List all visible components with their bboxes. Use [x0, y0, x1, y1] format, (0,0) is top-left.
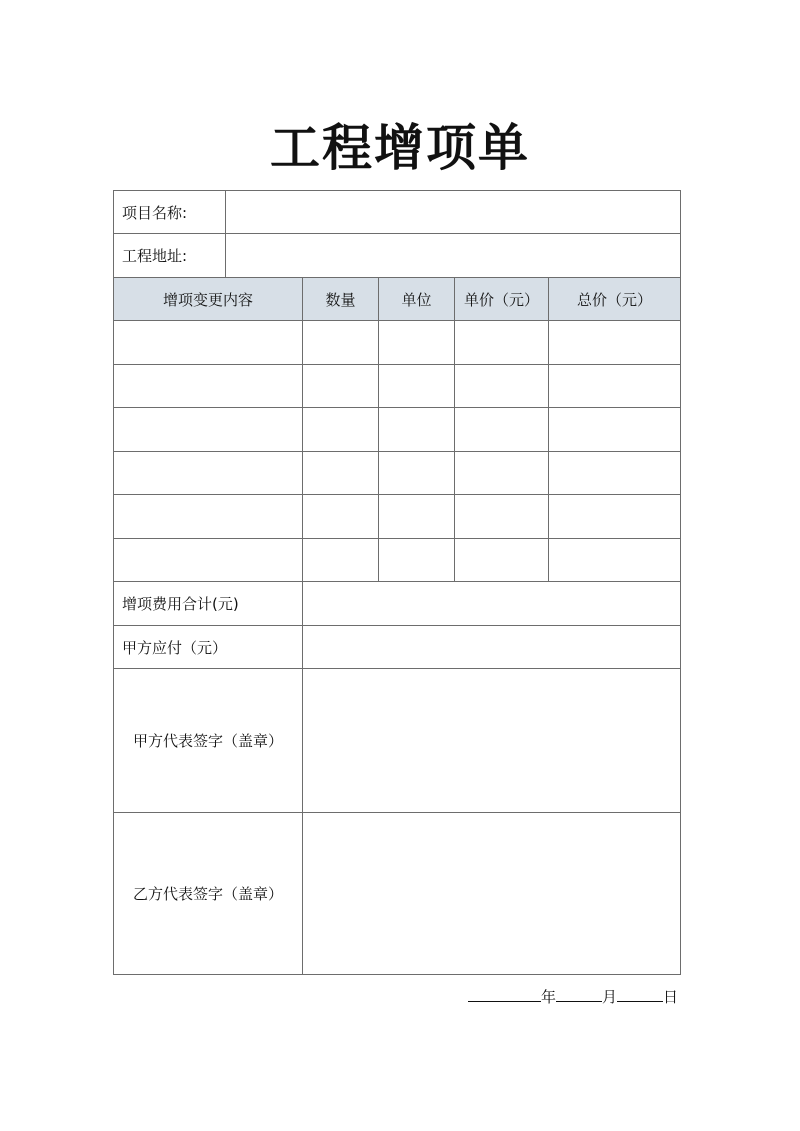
quantity-cell[interactable]: [303, 495, 379, 539]
unit-price-cell[interactable]: [455, 452, 549, 495]
table-row: [114, 365, 681, 408]
column-header-quantity: 数量: [303, 278, 379, 321]
party-a-signature-row: [114, 669, 681, 813]
project-address-row: [114, 234, 681, 278]
party-a-payable-label: 甲方应付（元）: [114, 626, 303, 669]
quantity-cell[interactable]: [303, 408, 379, 452]
total-cost-field[interactable]: [303, 582, 681, 626]
content-cell[interactable]: [114, 539, 303, 582]
unit-cell[interactable]: [379, 321, 455, 365]
unit-cell[interactable]: [379, 539, 455, 582]
total-cost-label: 增项费用合计(元): [114, 582, 303, 626]
content-cell[interactable]: [114, 321, 303, 365]
unit-cell[interactable]: [379, 495, 455, 539]
year-label: 年: [540, 988, 556, 1006]
content-cell[interactable]: [114, 452, 303, 495]
party-b-signature-row: [114, 813, 681, 975]
date-line: [468, 986, 678, 1007]
change-order-table: [113, 190, 681, 975]
unit-cell[interactable]: [379, 408, 455, 452]
content-cell[interactable]: [114, 365, 303, 408]
column-header-unit-price: 单价（元）: [455, 278, 549, 321]
content-cell[interactable]: [114, 495, 303, 539]
unit-price-cell[interactable]: [455, 495, 549, 539]
column-header-total-price: 总价（元）: [549, 278, 681, 321]
quantity-cell[interactable]: [303, 365, 379, 408]
quantity-cell[interactable]: [303, 452, 379, 495]
project-name-field[interactable]: [226, 191, 681, 234]
payable-row: [114, 626, 681, 669]
day-blank[interactable]: [617, 987, 663, 1002]
table-row: [114, 408, 681, 452]
total-row: [114, 582, 681, 626]
total-price-cell[interactable]: [549, 365, 681, 408]
party-a-signature-label: 甲方代表签字（盖章）: [114, 669, 303, 813]
party-a-signature-field[interactable]: [303, 669, 681, 813]
total-price-cell[interactable]: [549, 495, 681, 539]
party-b-signature-field[interactable]: [303, 813, 681, 975]
column-header-unit: 单位: [379, 278, 455, 321]
unit-price-cell[interactable]: [455, 539, 549, 582]
project-address-field[interactable]: [226, 234, 681, 278]
total-price-cell[interactable]: [549, 452, 681, 495]
day-label: 日: [662, 988, 678, 1006]
total-price-cell[interactable]: [549, 408, 681, 452]
project-address-label: 工程地址:: [114, 234, 226, 278]
month-blank[interactable]: [556, 987, 602, 1002]
table-row: [114, 495, 681, 539]
unit-price-cell[interactable]: [455, 321, 549, 365]
table-row: [114, 321, 681, 365]
party-a-payable-field[interactable]: [303, 626, 681, 669]
total-price-cell[interactable]: [549, 539, 681, 582]
unit-cell[interactable]: [379, 365, 455, 408]
unit-price-cell[interactable]: [455, 408, 549, 452]
column-header-content: 增项变更内容: [114, 278, 303, 321]
party-b-signature-label: 乙方代表签字（盖章）: [114, 813, 303, 975]
table-row: [114, 539, 681, 582]
unit-cell[interactable]: [379, 452, 455, 495]
quantity-cell[interactable]: [303, 539, 379, 582]
page-title: 工程增项单: [270, 119, 530, 177]
content-cell[interactable]: [114, 408, 303, 452]
month-label: 月: [601, 988, 617, 1006]
year-blank[interactable]: [468, 987, 541, 1002]
table-header-row: [114, 278, 681, 321]
total-price-cell[interactable]: [549, 321, 681, 365]
project-name-row: [114, 191, 681, 234]
table-row: [114, 452, 681, 495]
project-name-label: 项目名称:: [114, 191, 226, 234]
unit-price-cell[interactable]: [455, 365, 549, 408]
quantity-cell[interactable]: [303, 321, 379, 365]
